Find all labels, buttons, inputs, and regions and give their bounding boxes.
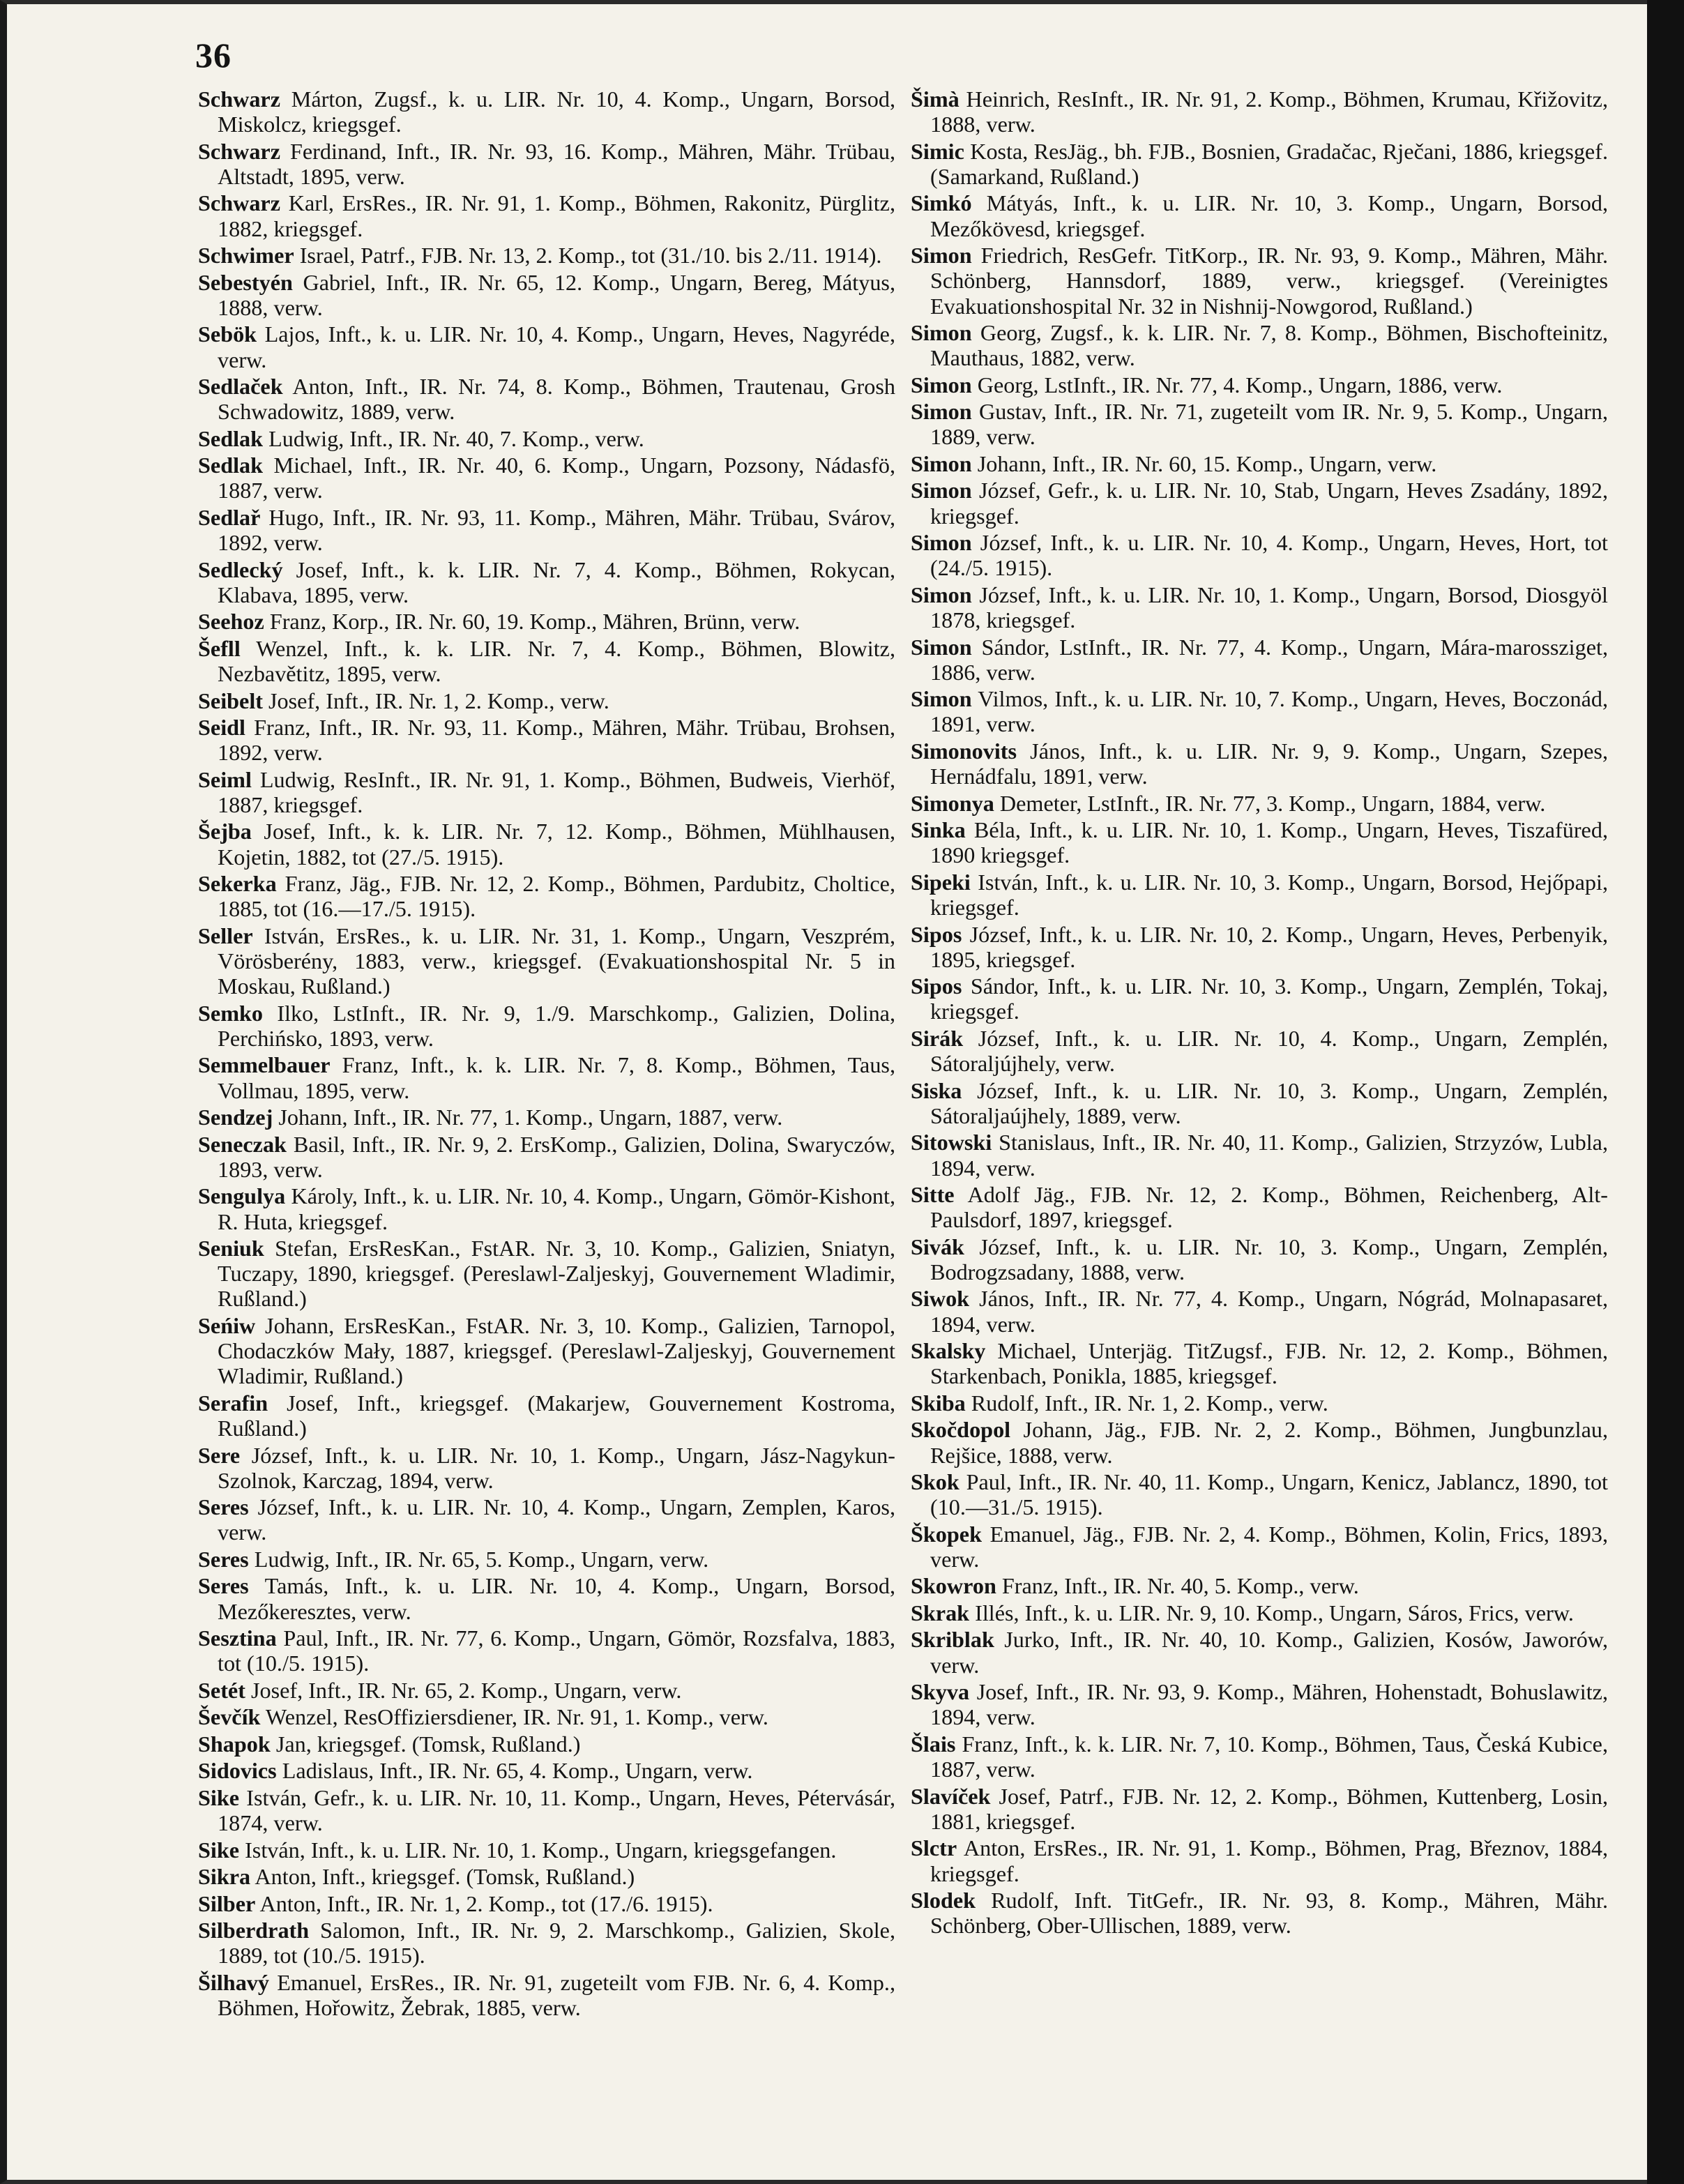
list-entry: [911, 1888, 1608, 1938]
entry-details: Josef, Inft., IR. Nr. 65, 2. Komp., Ungarn, verw.: [245, 1677, 682, 1703]
entry-details: Franz, Jäg., FJB. Nr. 12, 2. Komp., Böhmen, Pardubitz, Choltice, 1885, tot (16.—17./5. 1915).: [218, 871, 895, 922]
entry-surname: Seibelt: [198, 688, 263, 713]
entry-surname: Sinka: [911, 817, 966, 843]
entry-details: Anton, Inft., IR. Nr. 1, 2. Komp., tot (17./6. 1915).: [255, 1890, 713, 1916]
entry-details: István, Inft., k. u. LIR. Nr. 10, 3. Komp., Ungarn, Borsod, Hejőpapi, kriegsgef.: [930, 869, 1608, 920]
entry-surname: Sekerka: [198, 871, 277, 897]
entry-details: Hugo, Inft., IR. Nr. 93, 11. Komp., Mähren, Mähr. Trübau, Svárov, 1892, verw.: [218, 504, 895, 556]
entry-surname: Schwimer: [198, 243, 294, 268]
entry-details: Georg, LstInft., IR. Nr. 77, 4. Komp., Ungarn, 1886, verw.: [971, 372, 1503, 397]
list-entry: [198, 139, 895, 189]
entry-details: Franz, Korp., IR. Nr. 60, 19. Komp., Mähren, Brünn, verw.: [264, 609, 801, 635]
list-entry: [911, 1627, 1608, 1677]
entry-surname: Skočdopol: [911, 1417, 1011, 1443]
entry-surname: Šlais: [911, 1731, 956, 1757]
entry-details: Anton, ErsRes., IR. Nr. 91, 1. Komp., Böhmen, Prag, Březnov, 1884, kriegsgef.: [930, 1835, 1608, 1886]
entry-surname: Seres: [198, 1546, 249, 1572]
list-entry: [911, 1390, 1608, 1416]
list-entry: [911, 243, 1608, 319]
entry-surname: Slctr: [911, 1835, 957, 1861]
list-entry: [198, 819, 895, 869]
entry-surname: Skyva: [911, 1679, 970, 1705]
list-entry: [911, 1731, 1608, 1782]
entry-details: József, Inft., k. u. LIR. Nr. 10, 3. Komp., Ungarn, Zemplén, Bodrogzsadany, 1888, verw.: [930, 1234, 1608, 1284]
entry-surname: Sivák: [911, 1234, 964, 1259]
entry-surname: Šefll: [198, 635, 241, 661]
entry-surname: Seres: [198, 1494, 249, 1520]
list-entry: [198, 1132, 895, 1182]
entry-details: Stanislaus, Inft., IR. Nr. 40, 11. Komp., Galizien, Strzyzów, Lubla, 1894, verw.: [930, 1130, 1608, 1181]
entry-details: István, ErsRes., k. u. LIR. Nr. 31, 1. Komp., Ungarn, Veszprém, Vörösberény, 1883, verw., kriegsgef. (Evakuationshospital Nr. 5 in Moskau, Rußland.): [218, 923, 895, 999]
entry-details: József, Inft., k. u. LIR. Nr. 10, 1. Komp., Ungarn, Jász-Nagykun-Szolnok, Karczag, 1894, verw.: [218, 1442, 895, 1493]
entry-details: Franz, Inft., k. k. LIR. Nr. 7, 10. Komp., Böhmen, Taus, Česká Kubice, 1887, verw.: [930, 1731, 1608, 1782]
entry-surname: Seniuk: [198, 1236, 264, 1261]
list-entry: [198, 270, 895, 320]
entry-details: Franz, Inft., k. k. LIR. Nr. 7, 8. Komp., Böhmen, Taus, Vollmau, 1895, verw.: [218, 1052, 895, 1103]
list-entry: [198, 1837, 895, 1863]
entry-surname: Sitowski: [911, 1130, 992, 1155]
list-entry: [911, 1469, 1608, 1519]
entry-details: Béla, Inft., k. u. LIR. Nr. 10, 1. Komp., Ungarn, Heves, Tiszafüred, 1890 kriegsgef.: [930, 817, 1608, 868]
entry-surname: Sebestyén: [198, 269, 293, 295]
entry-surname: Seidl: [198, 715, 245, 741]
entry-surname: Simon: [911, 399, 972, 425]
list-entry: [911, 1026, 1608, 1076]
entry-surname: Seńiw: [198, 1312, 256, 1338]
list-entry: [911, 530, 1608, 580]
entry-details: Johann, ErsResKan., FstAR. Nr. 3, 10. Komp., Galizien, Tarnopol, Chodaczków Mały, 1887, kriegsgef. (Pereslawl-Zaljeskyj, Gouvernement Wladimir, Rußland.): [218, 1312, 895, 1389]
entry-details: Josef, Inft., IR. Nr. 93, 9. Komp., Mähren, Hohenstadt, Bohuslawitz, 1894, verw.: [930, 1679, 1608, 1730]
list-entry: [911, 791, 1608, 816]
entry-details: Jan, kriegsgef. (Tomsk, Rußland.): [270, 1731, 581, 1757]
page-number: 36: [195, 36, 232, 75]
list-entry: [198, 636, 895, 686]
entry-surname: Šimà: [911, 86, 959, 112]
entry-surname: Semko: [198, 1000, 263, 1026]
entry-surname: Sedlak: [198, 453, 264, 478]
list-entry: [198, 1001, 895, 1051]
entry-details: Michael, Unterjäg. TitZugsf., FJB. Nr. 12, 2. Komp., Böhmen, Starkenbach, Ponikla, 1885, kriegsgef.: [930, 1338, 1608, 1389]
list-entry: [911, 738, 1608, 789]
entry-surname: Sipos: [911, 973, 962, 999]
list-entry: [911, 1573, 1608, 1598]
entry-surname: Sedlař: [198, 504, 261, 530]
right-column: [911, 86, 1608, 1940]
entry-details: Franz, Inft., IR. Nr. 40, 5. Komp., verw.: [996, 1573, 1359, 1599]
entry-details: Márton, Zugsf., k. u. LIR. Nr. 10, 4. Komp., Ungarn, Borsod, Miskolcz, kriegsgef.: [218, 86, 895, 137]
entry-details: Paul, Inft., IR. Nr. 40, 11. Komp., Ungarn, Kenicz, Jablancz, 1890, tot (10.—31./5. 1915).: [930, 1469, 1608, 1520]
entry-surname: Sitte: [911, 1182, 955, 1208]
list-entry: [911, 1784, 1608, 1834]
entry-surname: Simon: [911, 686, 972, 712]
entry-details: Josef, Inft., k. k. LIR. Nr. 7, 12. Komp., Böhmen, Mühlhausen, Kojetin, 1882, tot (27./5. 1915).: [218, 819, 895, 870]
list-entry: [198, 715, 895, 765]
list-entry: [198, 321, 895, 372]
list-entry: [198, 426, 895, 451]
entry-surname: Sirák: [911, 1025, 964, 1051]
entry-details: Emanuel, ErsRes., IR. Nr. 91, zugeteilt vom FJB. Nr. 6, 4. Komp., Böhmen, Hořowitz, Žebrak, 1885, verw.: [218, 1969, 895, 2020]
entry-surname: Schwarz: [198, 86, 280, 112]
entry-details: Stefan, ErsResKan., FstAR. Nr. 3, 10. Komp., Galizien, Sniatyn, Tuczapy, 1890, kriegsgef. (Pereslawl-Zaljeskyj, Gouvernement Wladimir, Rußland.): [218, 1236, 895, 1312]
list-entry: [198, 923, 895, 999]
entry-details: Ludwig, Inft., IR. Nr. 40, 7. Komp., verw.: [263, 425, 644, 451]
list-entry: [198, 374, 895, 424]
entry-details: József, Gefr., k. u. LIR. Nr. 10, Stab, Ungarn, Heves Zsadány, 1892, kriegsgef.: [930, 478, 1608, 529]
list-entry: [198, 1052, 895, 1102]
entry-surname: Ševčík: [198, 1704, 261, 1730]
list-entry: [911, 86, 1608, 137]
list-entry: [911, 1130, 1608, 1180]
list-entry: [911, 190, 1608, 241]
entry-surname: Serafin: [198, 1390, 268, 1416]
entry-details: József, Inft., k. u. LIR. Nr. 10, 4. Komp., Ungarn, Zemplen, Karos, verw.: [218, 1494, 895, 1545]
entry-surname: Simon: [911, 450, 972, 476]
list-entry: [198, 1864, 895, 1889]
entry-surname: Simonya: [911, 790, 994, 816]
entry-surname: Šejba: [198, 819, 252, 844]
entry-surname: Skalsky: [911, 1338, 986, 1364]
entry-details: Wenzel, ResOffiziersdiener, IR. Nr. 91, 1. Komp., verw.: [260, 1704, 768, 1730]
list-entry: [198, 1236, 895, 1312]
entry-surname: Slodek: [911, 1888, 976, 1913]
list-entry: [198, 1758, 895, 1783]
entry-details: Rudolf, Inft., IR. Nr. 1, 2. Komp., verw.: [965, 1390, 1328, 1416]
entry-surname: Skrak: [911, 1600, 970, 1625]
entry-surname: Sesztina: [198, 1625, 277, 1651]
list-entry: [198, 1891, 895, 1916]
list-entry: [198, 1785, 895, 1835]
entry-surname: Šilhavý: [198, 1969, 269, 1995]
entry-surname: Slavíček: [911, 1783, 991, 1809]
entry-surname: Siwok: [911, 1286, 970, 1312]
list-entry: [198, 1494, 895, 1545]
entry-details: Israel, Patrf., FJB. Nr. 13, 2. Komp., tot (31./10. bis 2./11. 1914).: [294, 243, 882, 268]
list-entry: [911, 1286, 1608, 1336]
list-entry: [911, 372, 1608, 397]
entry-details: Ilko, LstInft., IR. Nr. 9, 1./9. Marschkomp., Galizien, Dolina, Perchińsko, 1893, verw.: [218, 1000, 895, 1051]
entry-details: Adolf Jäg., FJB. Nr. 12, 2. Komp., Böhmen, Reichenberg, Alt-Paulsdorf, 1897, kriegsgef.: [930, 1182, 1608, 1233]
entry-details: Heinrich, ResInft., IR. Nr. 91, 2. Komp., Böhmen, Krumau, Křižovitz, 1888, verw.: [930, 86, 1608, 137]
list-entry: [911, 635, 1608, 685]
entry-details: Johann, Inft., IR. Nr. 60, 15. Komp., Ungarn, verw.: [971, 450, 1437, 476]
entry-details: József, Inft., k. u. LIR. Nr. 10, 1. Komp., Ungarn, Borsod, Diosgyöl 1878, kriegsgef.: [930, 582, 1608, 633]
entry-surname: Simon: [911, 478, 972, 503]
list-entry: [198, 505, 895, 555]
entry-details: Gabriel, Inft., IR. Nr. 65, 12. Komp., Ungarn, Bereg, Mátyus, 1888, verw.: [218, 269, 895, 320]
list-entry: [911, 139, 1608, 189]
entry-details: Sándor, Inft., k. u. LIR. Nr. 10, 3. Komp., Ungarn, Zemplén, Tokaj, kriegsgef.: [930, 973, 1608, 1024]
list-entry: [911, 1182, 1608, 1232]
entry-surname: Sike: [198, 1784, 240, 1810]
list-entry: [198, 86, 895, 137]
entry-details: Kosta, ResJäg., bh. FJB., Bosnien, Gradačac, Rječani, 1886, kriegsgef. (Samarkand, Rußland.): [930, 138, 1608, 189]
list-entry: [198, 1678, 895, 1703]
entry-surname: Seneczak: [198, 1131, 287, 1157]
list-entry: [911, 320, 1608, 370]
entry-surname: Simon: [911, 372, 972, 397]
entry-details: Franz, Inft., IR. Nr. 93, 11. Komp., Mähren, Mähr. Trübau, Brohsen, 1892, verw.: [218, 715, 895, 766]
list-entry: [911, 686, 1608, 736]
list-entry: [198, 1105, 895, 1130]
entry-details: Josef, Patrf., FJB. Nr. 12, 2. Komp., Böhmen, Kuttenberg, Losin, 1881, kriegsgef.: [930, 1783, 1608, 1834]
list-entry: [198, 453, 895, 503]
list-entry: [911, 922, 1608, 972]
list-entry: [911, 870, 1608, 920]
entry-surname: Sedlecký: [198, 556, 283, 582]
entry-details: Ladislaus, Inft., IR. Nr. 65, 4. Komp., Ungarn, verw.: [276, 1758, 753, 1784]
entry-surname: Sendzej: [198, 1105, 273, 1130]
entry-details: Josef, Inft., IR. Nr. 1, 2. Komp., verw.: [262, 688, 609, 713]
entry-details: Josef, Inft., k. k. LIR. Nr. 7, 4. Komp., Böhmen, Rokycan, Klabava, 1895, verw.: [218, 556, 895, 607]
entry-surname: Schwarz: [198, 190, 280, 216]
entry-surname: Sike: [198, 1837, 240, 1863]
entry-surname: Semmelbauer: [198, 1052, 331, 1078]
entry-details: Anton, Inft., kriegsgef. (Tomsk, Rußland.): [250, 1864, 635, 1890]
entry-details: János, Inft., k. u. LIR. Nr. 9, 9. Komp., Ungarn, Szepes, Hernádfalu, 1891, verw.: [930, 738, 1608, 789]
entry-details: István, Inft., k. u. LIR. Nr. 10, 1. Komp., Ungarn, kriegsgefangen.: [239, 1837, 837, 1863]
entry-surname: Shapok: [198, 1731, 271, 1757]
list-entry: [198, 1918, 895, 1968]
list-entry: [198, 1390, 895, 1441]
entry-details: Johann, Inft., IR. Nr. 77, 1. Komp., Ungarn, 1887, verw.: [273, 1105, 783, 1130]
entry-details: Anton, Inft., IR. Nr. 74, 8. Komp., Böhmen, Trautenau, Grosh Schwadowitz, 1889, verw.: [218, 374, 895, 425]
list-entry: [198, 609, 895, 634]
entry-details: Friedrich, ResGefr. TitKorp., IR. Nr. 93, 9. Komp., Mähren, Mähr. Schönberg, Hannsdorf, 1889, verw., kriegsgef. (Vereinigtes Evakuationshospital Nr. 32 in Nishnij-Nowgorod, Rußland.): [930, 243, 1608, 319]
entry-surname: Seres: [198, 1573, 249, 1599]
list-entry: [198, 1970, 895, 2020]
entry-surname: Simon: [911, 634, 972, 660]
list-entry: [198, 1183, 895, 1234]
entry-surname: Silberdrath: [198, 1918, 310, 1943]
entry-surname: Sipeki: [911, 869, 971, 895]
list-entry: [198, 1547, 895, 1572]
list-entry: [198, 1731, 895, 1757]
list-entry: [911, 1078, 1608, 1128]
entry-details: Károly, Inft., k. u. LIR. Nr. 10, 4. Komp., Ungarn, Gömör-Kishont, R. Huta, kriegsgef.: [218, 1183, 895, 1234]
entry-surname: Sengulya: [198, 1183, 286, 1209]
list-entry: [198, 871, 895, 921]
list-entry: [911, 1600, 1608, 1625]
entry-surname: Simonovits: [911, 738, 1017, 764]
entry-details: István, Gefr., k. u. LIR. Nr. 10, 11. Komp., Ungarn, Heves, Pétervásár, 1874, verw.: [218, 1784, 895, 1836]
entry-details: Josef, Inft., kriegsgef. (Makarjew, Gouvernement Kostroma, Rußland.): [218, 1390, 895, 1441]
list-entry: [911, 582, 1608, 632]
list-entry: [198, 1625, 895, 1676]
entry-surname: Skok: [911, 1469, 959, 1495]
list-entry: [198, 557, 895, 607]
entry-surname: Sedlak: [198, 425, 264, 451]
entry-details: Lajos, Inft., k. u. LIR. Nr. 10, 4. Komp., Ungarn, Heves, Nagyréde, verw.: [218, 321, 895, 372]
list-entry: [911, 1835, 1608, 1886]
entry-details: Johann, Jäg., FJB. Nr. 2, 2. Komp., Böhmen, Jungbunzlau, Rejšice, 1888, verw.: [930, 1417, 1608, 1468]
list-entry: [911, 1679, 1608, 1729]
entry-surname: Seiml: [198, 766, 252, 792]
entry-details: József, Inft., k. u. LIR. Nr. 10, 4. Komp., Ungarn, Heves, Hort, tot (24./5. 1915).: [930, 530, 1608, 581]
entry-details: József, Inft., k. u. LIR. Nr. 10, 3. Komp., Ungarn, Zemplén, Sátoraljaújhely, 1889, verw.: [930, 1077, 1608, 1128]
list-entry: [911, 1417, 1608, 1467]
entry-surname: Sebök: [198, 321, 257, 347]
entry-details: Tamás, Inft., k. u. LIR. Nr. 10, 4. Komp., Ungarn, Borsod, Mezőkeresztes, verw.: [218, 1573, 895, 1624]
entry-details: Sándor, LstInft., IR. Nr. 77, 4. Komp., Ungarn, Mára-marossziget, 1886, verw.: [930, 634, 1608, 685]
list-entry: [911, 1522, 1608, 1572]
entry-details: Vilmos, Inft., k. u. LIR. Nr. 10, 7. Komp., Ungarn, Heves, Boczonád, 1891, verw.: [930, 686, 1608, 737]
list-entry: [911, 1338, 1608, 1388]
entry-details: József, Inft., k. u. LIR. Nr. 10, 4. Komp., Ungarn, Zemplén, Sátoraljújhely, verw.: [930, 1025, 1608, 1077]
list-entry: [198, 1573, 895, 1623]
entry-surname: Schwarz: [198, 138, 280, 164]
entry-surname: Silber: [198, 1890, 256, 1916]
entry-surname: Simic: [911, 138, 964, 164]
entry-details: Ludwig, ResInft., IR. Nr. 91, 1. Komp., Böhmen, Budweis, Vierhöf, 1887, kriegsgef.: [218, 766, 895, 817]
list-entry: [198, 1443, 895, 1493]
list-entry: [911, 1234, 1608, 1284]
entry-details: Georg, Zugsf., k. k. LIR. Nr. 7, 8. Komp., Böhmen, Bischofteinitz, Mauthaus, 1882, verw.: [930, 320, 1608, 371]
entry-surname: Skowron: [911, 1573, 996, 1599]
entry-surname: Simon: [911, 582, 972, 607]
list-entry: [198, 688, 895, 713]
entry-surname: Skriblak: [911, 1627, 994, 1653]
entry-surname: Škopek: [911, 1521, 982, 1547]
entry-details: Wenzel, Inft., k. k. LIR. Nr. 7, 4. Komp., Böhmen, Blowitz, Nezbavětitz, 1895, verw.: [218, 635, 895, 687]
list-entry: [911, 973, 1608, 1024]
list-entry: [911, 451, 1608, 476]
entry-details: Karl, ErsRes., IR. Nr. 91, 1. Komp., Böhmen, Rakonitz, Pürglitz, 1882, kriegsgef.: [218, 190, 895, 241]
entry-details: Gustav, Inft., IR. Nr. 71, zugeteilt vom IR. Nr. 9, 5. Komp., Ungarn, 1889, verw.: [930, 399, 1608, 450]
entry-surname: Sikra: [198, 1864, 251, 1890]
entry-surname: Siska: [911, 1077, 962, 1103]
list-entry: [198, 1704, 895, 1729]
entry-surname: Sidovics: [198, 1758, 277, 1784]
entry-details: Ferdinand, Inft., IR. Nr. 93, 16. Komp., Mähren, Mähr. Trübau, Altstadt, 1895, verw.: [218, 138, 895, 189]
list-entry: [198, 243, 895, 268]
list-entry: [911, 399, 1608, 449]
left-column: [198, 86, 895, 2022]
entry-details: Michael, Inft., IR. Nr. 40, 6. Komp., Ungarn, Pozsony, Nádasfö, 1887, verw.: [218, 453, 895, 503]
entry-surname: Simon: [911, 320, 972, 346]
entry-details: Salomon, Inft., IR. Nr. 9, 2. Marschkomp., Galizien, Skole, 1889, tot (10./5. 1915).: [218, 1918, 895, 1969]
entry-surname: Sedlaček: [198, 374, 283, 400]
entry-details: Illés, Inft., k. u. LIR. Nr. 9, 10. Komp., Ungarn, Sáros, Frics, verw.: [969, 1600, 1574, 1625]
list-entry: [911, 817, 1608, 867]
entry-details: Ludwig, Inft., IR. Nr. 65, 5. Komp., Ungarn, verw.: [248, 1546, 709, 1572]
entry-details: Emanuel, Jäg., FJB. Nr. 2, 4. Komp., Böhmen, Kolin, Frics, 1893, verw.: [930, 1521, 1608, 1572]
entry-surname: Simon: [911, 530, 972, 556]
entry-details: János, Inft., IR. Nr. 77, 4. Komp., Ungarn, Nógrád, Molnapasaret, 1894, verw.: [930, 1286, 1608, 1337]
entry-surname: Seehoz: [198, 609, 264, 635]
list-entry: [198, 190, 895, 241]
entry-details: Jurko, Inft., IR. Nr. 40, 10. Komp., Galizien, Kosów, Jaworów, verw.: [930, 1627, 1608, 1678]
entry-details: Paul, Inft., IR. Nr. 77, 6. Komp., Ungarn, Gömör, Rozsfalva, 1883, tot (10./5. 1915).: [218, 1625, 895, 1676]
entry-details: Mátyás, Inft., k. u. LIR. Nr. 10, 3. Komp., Ungarn, Borsod, Mezőkövesd, kriegsgef.: [930, 190, 1608, 241]
entry-surname: Simkó: [911, 190, 972, 216]
entry-details: Rudolf, Inft. TitGefr., IR. Nr. 93, 8. Komp., Mähren, Mähr. Schönberg, Ober-Ullischen, 1889, verw.: [930, 1888, 1608, 1939]
entry-surname: Sipos: [911, 921, 962, 947]
entry-surname: Sere: [198, 1442, 241, 1468]
entry-details: Basil, Inft., IR. Nr. 9, 2. ErsKomp., Galizien, Dolina, Swaryczów, 1893, verw.: [218, 1131, 895, 1182]
list-entry: [198, 767, 895, 817]
entry-surname: Seller: [198, 923, 253, 948]
list-entry: [911, 478, 1608, 528]
page-edge-shadow: [1647, 0, 1684, 2184]
entry-surname: Simon: [911, 243, 972, 268]
entry-surname: Skiba: [911, 1390, 966, 1416]
entry-details: József, Inft., k. u. LIR. Nr. 10, 2. Komp., Ungarn, Heves, Perbenyik, 1895, kriegsgef.: [930, 921, 1608, 972]
list-entry: [198, 1313, 895, 1389]
entry-surname: Setét: [198, 1677, 245, 1703]
entry-details: Demeter, LstInft., IR. Nr. 77, 3. Komp., Ungarn, 1884, verw.: [994, 790, 1546, 816]
